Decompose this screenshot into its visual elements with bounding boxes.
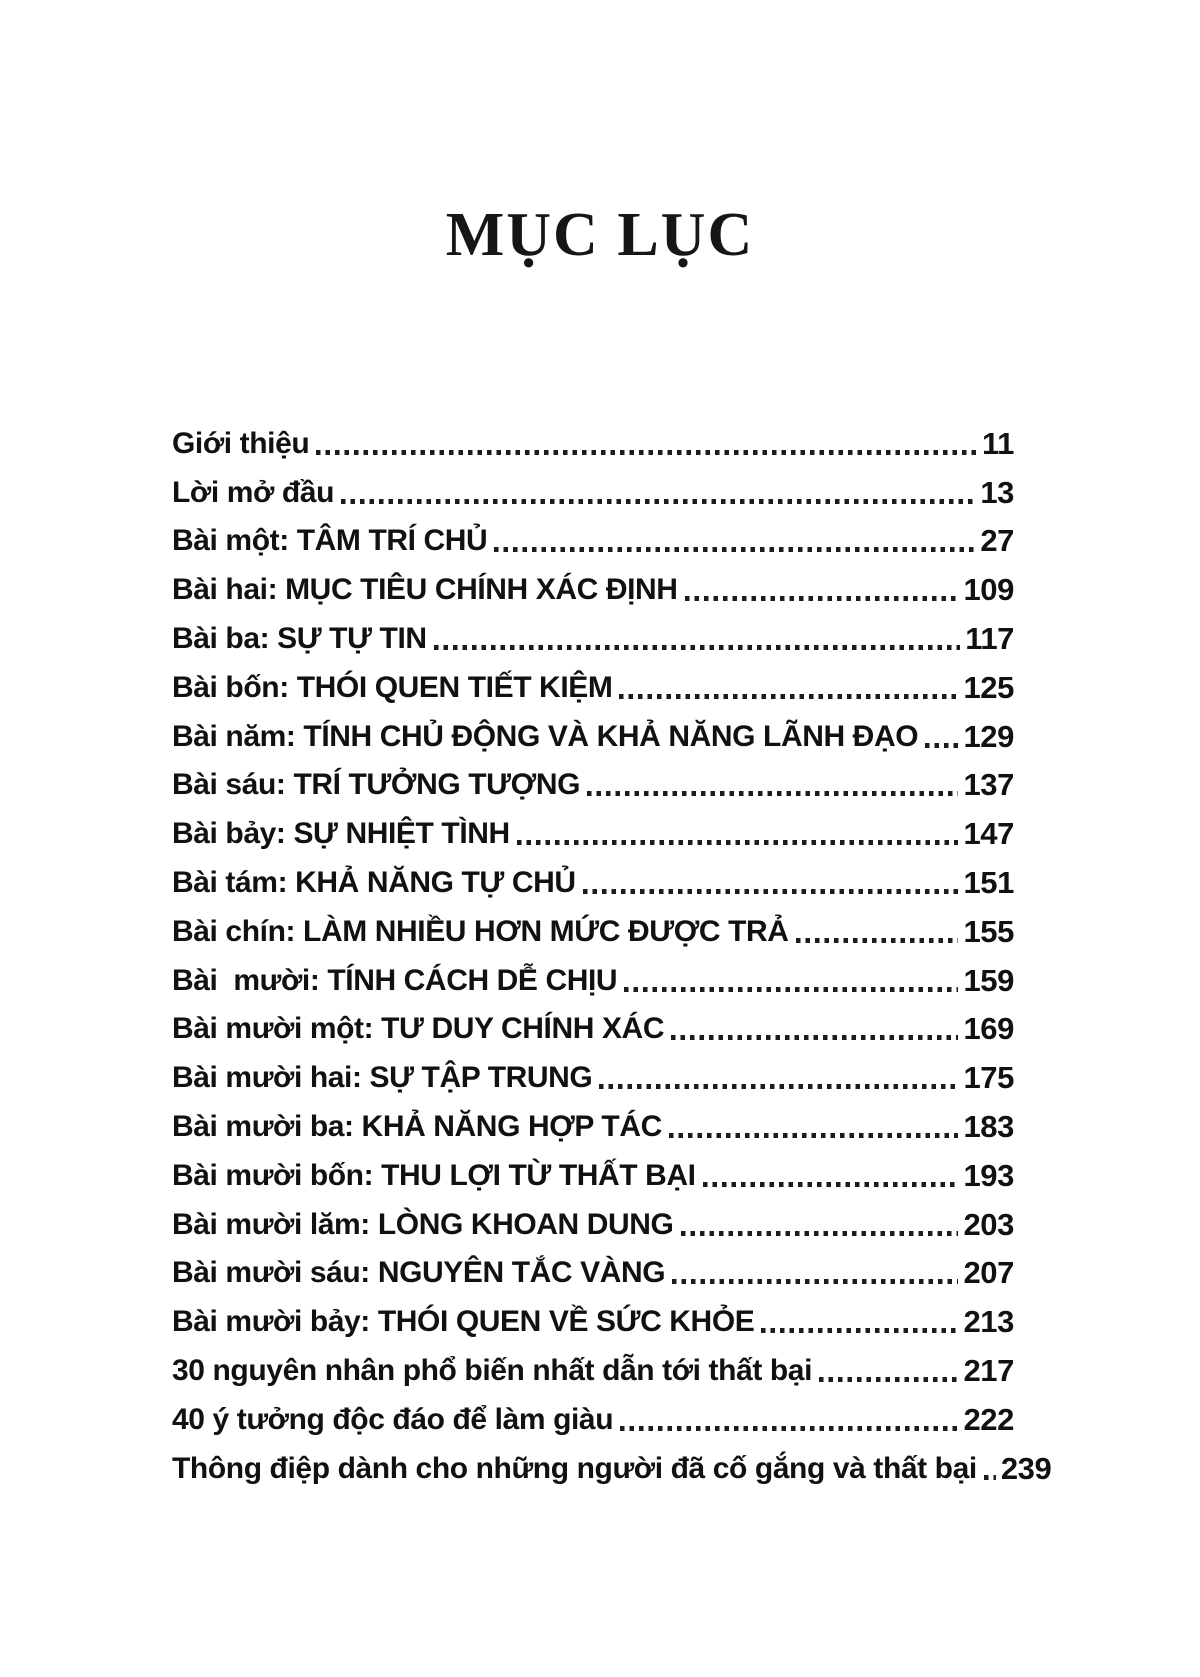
toc-entry [172,808,1014,857]
dot-leader [620,1426,958,1431]
dot-leader [703,1182,959,1187]
toc-entry-label: 30 nguyên nhân phổ biến nhất dẫn tới thất bại [172,1353,813,1387]
toc-entry-label: Giới thiệu [172,426,310,460]
dot-leader [517,840,959,845]
toc-entry [172,857,1014,906]
toc-entry-label: Bài mười lăm: LÒNG KHOAN DUNG [172,1207,674,1241]
toc-entry [172,711,1014,760]
toc-entry-page-number: 11 [982,425,1014,461]
toc-entry [172,906,1014,955]
toc-entry-label: Bài chín: LÀM NHIỀU HƠN MỨC ĐƯỢC TRẢ [172,914,789,948]
toc-entry-page-number: 217 [963,1352,1014,1388]
toc-entry-page-number: 151 [963,864,1014,900]
toc-entry-page-number: 117 [965,620,1014,656]
toc-entry-label: Bài ba: SỰ TỰ TIN [172,621,427,655]
toc-entry [172,955,1014,1004]
toc-entry [172,1394,1014,1443]
dot-leader [434,645,961,650]
toc-entry [172,564,1014,613]
dot-leader [599,1084,958,1089]
toc-list [172,418,1052,1492]
toc-entry-label: Bài bốn: THÓI QUEN TIẾT KIỆM [172,670,613,704]
toc-entry-label: Thông điệp dành cho những người đã cố gắng và thất bại [172,1451,977,1485]
toc-entry-page-number: 203 [963,1206,1014,1242]
toc-entry-page-number: 27 [980,523,1014,559]
toc-entry [172,1101,1014,1150]
toc-entry [172,1443,1052,1492]
toc-entry [172,467,1014,516]
toc-entry-page-number: 222 [963,1401,1014,1437]
dot-leader [669,1133,959,1138]
toc-entry-page-number: 129 [963,718,1014,754]
toc-entry [172,1004,1014,1053]
toc-entry-page-number: 159 [963,962,1014,998]
page-title: MỤC LỤC [445,201,755,269]
toc-entry-page-number: 183 [963,1108,1014,1144]
dot-leader [583,889,959,894]
toc-entry-label: Bài một: TÂM TRÍ CHỦ [172,524,488,558]
dot-leader [587,791,958,796]
dot-leader [624,987,958,992]
toc-entry-page-number: 137 [963,767,1014,803]
toc-entry-label: Bài mười bốn: THU LỢI TỪ THẤT BẠI [172,1158,696,1192]
toc-entry-label: Bài mười ba: KHẢ NĂNG HỢP TÁC [172,1109,662,1143]
toc-entry-page-number: 193 [963,1157,1014,1193]
toc-entry-label: Bài bảy: SỰ NHIỆT TÌNH [172,817,510,851]
toc-entry [172,613,1014,662]
dot-leader [494,547,975,552]
toc-entry-label: Bài tám: KHẢ NĂNG TỰ CHỦ [172,865,576,899]
toc-entry-page-number: 147 [963,816,1014,852]
toc-entry-label: Bài mười: TÍNH CÁCH DỄ CHỊU [172,963,618,997]
dot-leader [984,1475,996,1480]
toc-entry-page-number: 213 [963,1304,1014,1340]
toc-entry [172,418,1014,467]
toc-entry-page-number: 207 [963,1255,1014,1291]
toc-entry-label: Bài mười bảy: THÓI QUEN VỀ SỨC KHỎE [172,1305,755,1339]
toc-entry [172,662,1014,711]
toc-entry-page-number: 239 [1000,1450,1052,1486]
toc-entry [172,1150,1014,1199]
toc-entry [172,1199,1014,1248]
toc-entry-label: 40 ý tưởng độc đáo để làm giàu [172,1402,614,1436]
toc-entry-label: Bài hai: MỤC TIÊU CHÍNH XÁC ĐỊNH [172,573,678,607]
toc-entry [172,1248,1014,1297]
toc-entry-page-number: 125 [963,669,1014,705]
dot-leader [619,694,958,699]
toc-entry-label: Lời mở đầu [172,475,334,509]
dot-leader [681,1231,959,1236]
toc-entry [172,1296,1014,1345]
dot-leader [925,743,958,748]
toc-entry-page-number: 13 [980,474,1014,510]
toc-entry-label: Bài năm: TÍNH CHỦ ĐỘNG VÀ KHẢ NĂNG LÃNH ĐẠO [172,719,919,753]
toc-entry-label: Bài mười một: TƯ DUY CHÍNH XÁC [172,1012,665,1046]
dot-leader [761,1328,958,1333]
toc-entry-page-number: 169 [963,1011,1014,1047]
dot-leader [671,1035,958,1040]
dot-leader [341,499,975,504]
dot-leader [316,450,977,455]
toc-entry-label: Bài mười sáu: NGUYÊN TẮC VÀNG [172,1256,666,1290]
toc-entry-page-number: 109 [963,572,1014,608]
toc-entry-page-number: 155 [963,913,1014,949]
toc-entry [172,1052,1014,1101]
toc-entry-label: Bài mười hai: SỰ TẬP TRUNG [172,1061,593,1095]
dot-leader [672,1279,958,1284]
toc-entry [172,1345,1014,1394]
toc-entry-page-number: 175 [963,1060,1014,1096]
toc-entry-label: Bài sáu: TRÍ TƯỞNG TƯỢNG [172,768,581,802]
toc-entry [172,516,1014,565]
dot-leader [685,596,959,601]
dot-leader [819,1377,958,1382]
toc-entry [172,760,1014,809]
dot-leader [796,938,959,943]
